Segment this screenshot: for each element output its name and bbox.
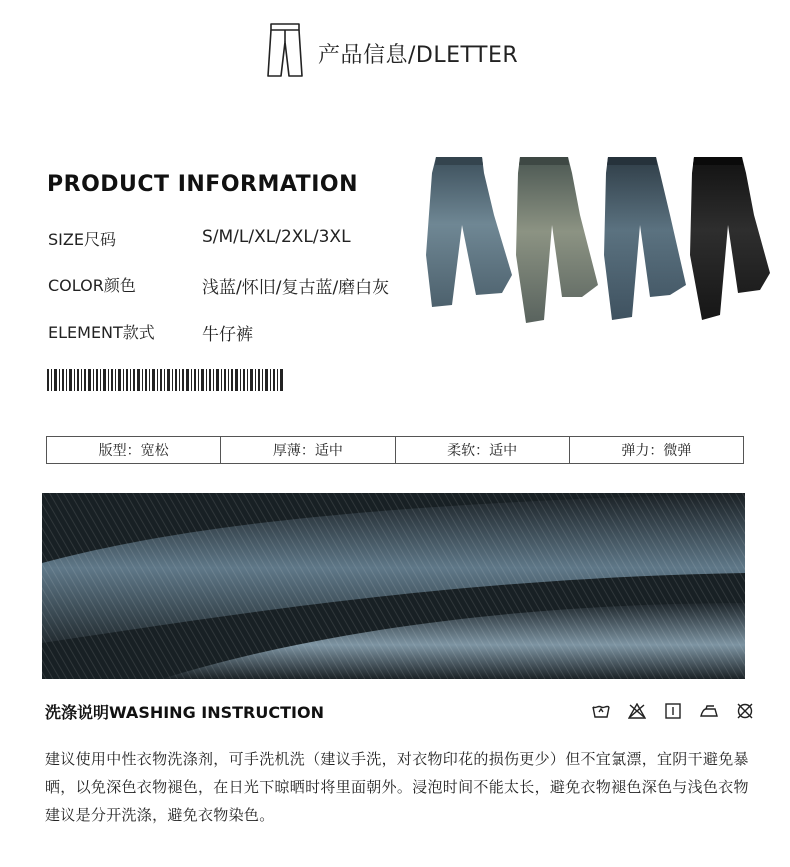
color-label: COLOR颜色	[48, 276, 136, 295]
no-bleach-icon	[628, 703, 646, 719]
pants-outline-icon	[266, 22, 304, 78]
jeans-retro-blue-image	[600, 155, 690, 325]
no-dry-clean-icon	[736, 703, 754, 719]
attr-elasticity: 弹力：微弹	[621, 443, 692, 459]
element-label: ELEMENT款式	[48, 323, 155, 342]
attr-thickness: 厚薄：适中	[221, 437, 395, 463]
fabric-closeup-image	[42, 493, 745, 679]
washing-instruction-heading: 洗涤说明WASHING INSTRUCTION	[45, 703, 324, 722]
iron-icon	[700, 703, 718, 719]
color-value: 浅蓝/怀旧/复古蓝/磨白灰	[202, 278, 390, 298]
attr-softness: 柔软：适中	[396, 437, 570, 463]
jeans-vintage-image	[512, 155, 602, 325]
care-icons	[592, 703, 754, 719]
hand-wash-icon	[592, 703, 610, 719]
tumble-dry-icon	[664, 703, 682, 719]
jeans-light-blue-image	[424, 155, 514, 325]
jeans-washed-grey-image	[688, 155, 778, 325]
size-value: S/M/L/XL/2XL/3XL	[202, 227, 351, 247]
size-label: SIZE尺码	[48, 230, 116, 249]
page-title: 产品信息/DLETTER	[318, 43, 519, 68]
attr-fit: 版型：宽松	[47, 437, 221, 463]
barcode-graphic	[47, 369, 284, 391]
washing-instruction-text: 建议使用中性衣物洗涤剂，可手洗机洗（建议手洗，对衣物印花的损伤更少）但不宜氯漂，宜阴干避免暴晒，以免深色衣物褪色，在日光下晾晒时将里面朝外。浸泡时间不能太长，避免衣物褪色深色与浅色衣物建议是分开洗涤，避免衣物染色。	[45, 750, 749, 824]
element-value: 牛仔裤	[202, 325, 253, 345]
product-info-heading: PRODUCT INFORMATION	[47, 172, 358, 197]
attribute-table	[46, 436, 744, 464]
